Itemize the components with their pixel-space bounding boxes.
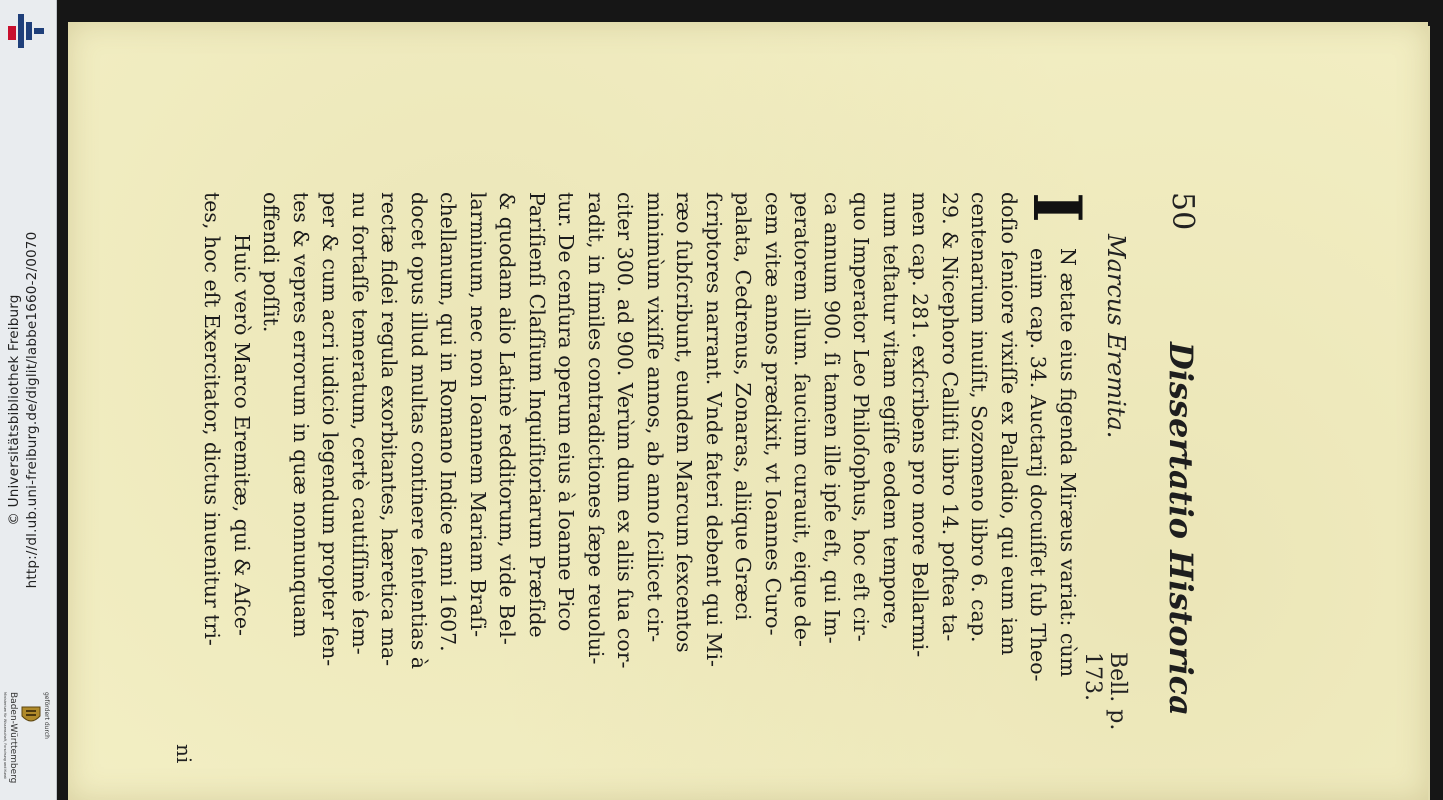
- text-line: citer 300. ad 900. Verùm dum ex aliis ſua cor-: [613, 192, 638, 669]
- text-line: tes, hoc eſt Exercitator, dictus inuenitur tri-: [200, 192, 225, 646]
- text-line: tur. De cenſura operum eius à Ioanne Pico: [554, 192, 579, 632]
- body-text: [197, 192, 1082, 772]
- text-line: Pariſienſi Claſſium Inquiſitoriarum Præſide: [525, 192, 549, 638]
- text-line: peratorem illum. ſaucium curauit, eique de-: [790, 192, 815, 647]
- text-line: centenarium inuiſit, Sozomeno libro 6. cap.: [967, 192, 992, 643]
- url-wrap: [24, 180, 40, 640]
- funding-notice: [3, 690, 52, 796]
- text-line: N ætate eius figenda Miræus variat: cùm: [1056, 248, 1080, 678]
- running-title: Dissertatio Historica: [1162, 342, 1200, 716]
- text-line: doſio ſeniore vixiſſe ex Palladio, qui eum iam: [997, 192, 1021, 656]
- text-line: num teſtatur vitam egiſſe eodem tempore,: [879, 192, 903, 631]
- document-url[interactable]: http://dl.ub.uni-freiburg.de/diglit/labbe1660-2/0070: [24, 231, 40, 589]
- funder-name: Baden-Württemberg: [8, 692, 18, 784]
- text-line: ca annum 900. ſi tamen ille ipſe eſt, qui Im-: [820, 192, 844, 644]
- text-line: ræo ſubſcribunt, eundem Marcum ſexcentos: [672, 192, 697, 653]
- page-number: 50: [1165, 192, 1200, 231]
- text-line: minimùm vixiſſe annos, ab anno ſcilicet cir-: [643, 192, 667, 643]
- text-line: men cap. 281. exſcribens pro more Bellarmi-: [908, 192, 933, 658]
- catchword: ni: [172, 744, 196, 764]
- text-line: per & cum acri iudicio legendum propter ſen-: [318, 192, 343, 667]
- text-line: larminum, nec non Ioannem Mariam Braſi-: [466, 192, 490, 638]
- funder-ministry: Ministerium für Wissenschaft, Forschung und Kunst: [3, 692, 7, 779]
- copyright-wrap: [6, 180, 22, 640]
- viewer-sidebar: [0, 0, 57, 800]
- coat-of-arms-icon: [20, 704, 42, 726]
- text-line: cem vitæ annos prædixit, vt Ioannes Curo-: [761, 192, 785, 636]
- text-line: nu fortaſſe temeratum, certè cautiſſimè ſem-: [348, 192, 372, 655]
- university-logo-icon[interactable]: [4, 8, 48, 52]
- text-line: enim cap. 34. Auctarij docuiſſet ſub Theo-: [1026, 248, 1051, 682]
- page-text-block: [172, 192, 1200, 772]
- text-line: docet opus illud multas continere ſententias à: [407, 192, 431, 670]
- text-line: Huic verò Marco Eremitæ, qui & Aſce-: [230, 234, 254, 636]
- text-line: radit, in ſimiles contradictiones ſæpe reuolui-: [584, 192, 608, 665]
- text-line: & quodam alio Latinè redditorum, vide Bel-: [495, 192, 520, 645]
- marginal-reference: Bell. p. 173.: [1080, 652, 1130, 731]
- text-line: 29. & Nicephoro Calliſti libro 14. poſtea ta-: [938, 192, 962, 642]
- funded-by-label: gefördert durch: [43, 692, 50, 739]
- copyright-notice: © Universitätsbibliothek Freiburg: [6, 294, 22, 526]
- text-line: tes & vepres errorum in quæ nonnunquam: [289, 192, 313, 638]
- drop-capital: I: [1018, 192, 1096, 223]
- section-heading: Marcus Eremita.: [1102, 234, 1130, 439]
- text-line: ſcriptores narrant. Vnde fateri debent qui Mi-: [702, 192, 726, 667]
- text-line: chellanum, qui in Romano Indice anni 1607.: [436, 192, 461, 652]
- text-line: rectæ fidei regula exorbitantes, hæretica ma-: [377, 192, 402, 667]
- text-line: quo Imperator Leo Philoſophus, hoc eſt cir-: [849, 192, 874, 642]
- text-line: offendi poſſit.: [259, 192, 284, 333]
- text-line: palata, Cedrenus, Zonaras, aliique Græci: [731, 192, 756, 621]
- running-head: [1160, 192, 1200, 772]
